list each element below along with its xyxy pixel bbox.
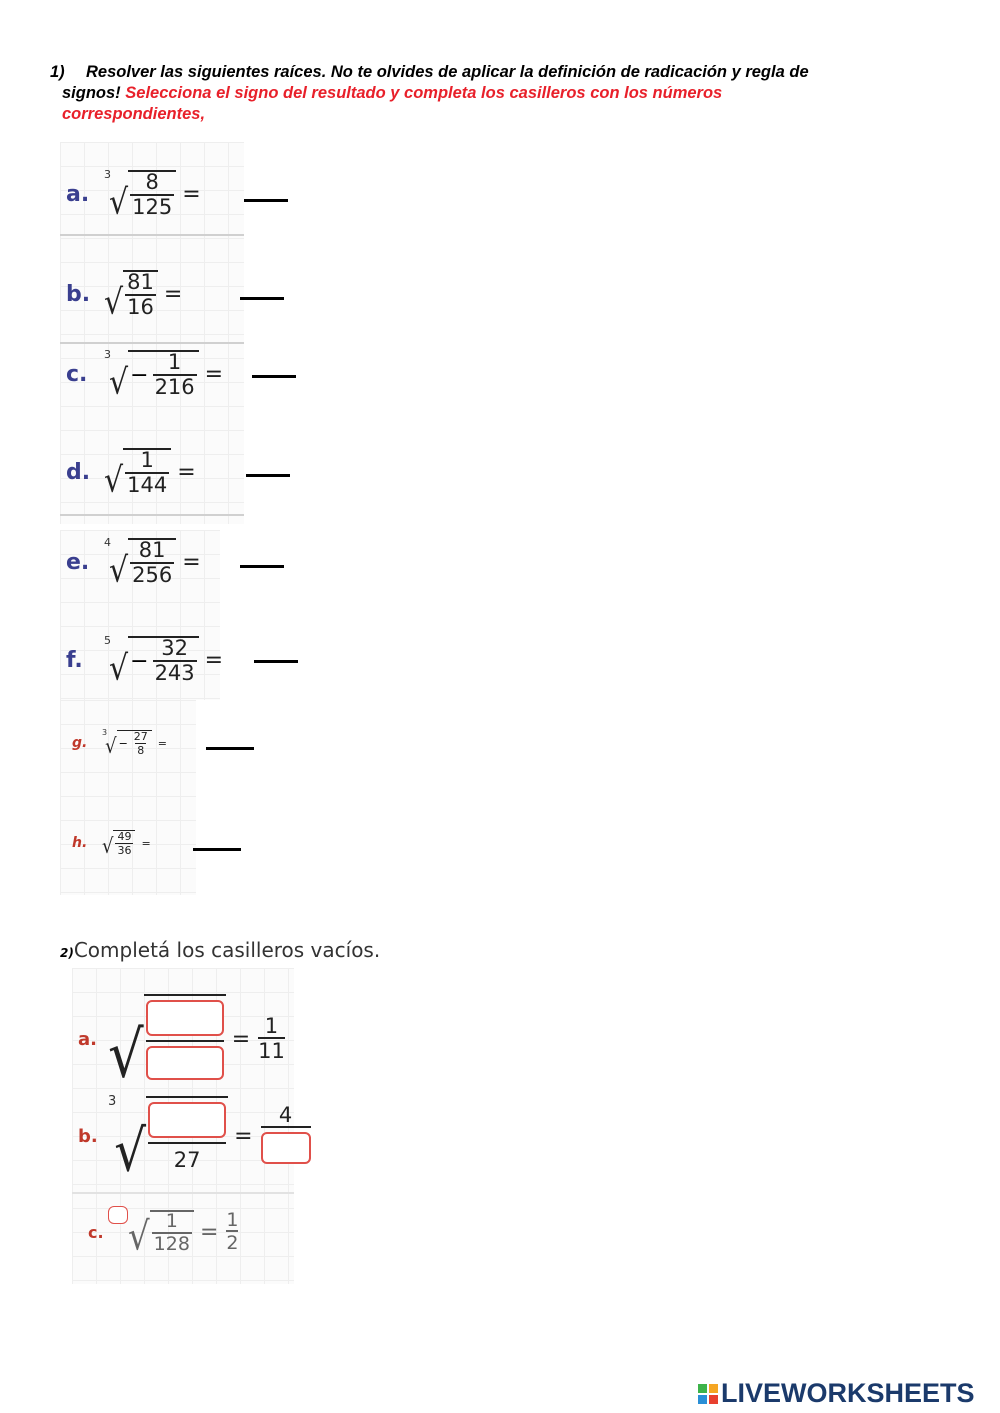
instruction-line-1 <box>50 62 930 83</box>
numerator: 1 <box>264 1014 279 1038</box>
denominator: 144 <box>127 473 168 497</box>
equals-sign: = <box>204 361 224 387</box>
numerator: 1 <box>226 1209 239 1231</box>
equals-sign: = <box>234 1123 253 1149</box>
fraction <box>153 352 197 398</box>
radical <box>108 1210 194 1260</box>
equals-sign: = <box>199 1219 219 1245</box>
root-symbol: √ <box>109 362 129 403</box>
exercise-label: b. <box>66 281 91 307</box>
minus-sign: − <box>130 362 149 388</box>
denominator: 125 <box>132 195 173 219</box>
denominator: 243 <box>154 661 195 685</box>
numerator: 1 <box>165 1210 178 1232</box>
denominator: 128 <box>153 1233 190 1255</box>
answer-blank-c[interactable] <box>252 375 296 378</box>
denominator: 27 <box>173 1148 201 1172</box>
root-symbol: √ <box>104 460 124 501</box>
root-index: 4 <box>104 536 111 549</box>
exercise-h <box>72 830 151 859</box>
equals-sign: = <box>204 647 224 673</box>
instruction-text-signos: signos! <box>62 84 121 102</box>
root-index: 5 <box>104 634 111 647</box>
equals-sign: = <box>177 459 196 485</box>
radical <box>104 270 158 323</box>
equals-sign: = <box>163 281 183 307</box>
radicand <box>128 170 176 218</box>
result-denominator-input-box[interactable] <box>261 1132 311 1164</box>
answer-blank-h[interactable] <box>193 848 241 851</box>
fraction <box>130 172 174 218</box>
radical <box>102 728 152 759</box>
root-index: 3 <box>104 348 111 361</box>
radical <box>104 348 199 403</box>
result-fraction <box>261 1102 311 1168</box>
radicand <box>146 1096 228 1176</box>
numerator-input-box[interactable] <box>148 1102 226 1138</box>
numerator: 1 <box>140 448 154 472</box>
numerator: 27 <box>133 730 148 743</box>
answer-blank-d[interactable] <box>246 474 290 477</box>
numerator: 81 <box>138 538 166 562</box>
radical <box>104 536 176 591</box>
numerator: 4 <box>278 1102 293 1127</box>
fraction <box>130 540 174 586</box>
exercise-d <box>66 448 196 501</box>
section-2-header <box>60 938 380 962</box>
fraction <box>125 450 169 496</box>
radical <box>104 168 176 223</box>
denominator: 36 <box>117 844 132 857</box>
radicand <box>150 1210 194 1254</box>
question-number-2: 2) <box>60 946 74 960</box>
root-symbol: √ <box>104 282 124 323</box>
exercise-a <box>66 168 201 223</box>
exercise-label: g. <box>72 735 88 751</box>
instructions <box>50 62 930 125</box>
root-symbol: √ <box>102 834 114 859</box>
radical <box>104 634 199 689</box>
exercise-c <box>66 348 224 403</box>
numerator: 49 <box>117 830 132 843</box>
root-index: 3 <box>102 728 108 737</box>
fraction <box>125 272 156 318</box>
root-symbol: √ <box>114 1117 147 1185</box>
exercise-label: b. <box>78 1125 98 1147</box>
radicand <box>113 830 135 856</box>
equals-sign: = <box>141 836 151 850</box>
answer-blank-f[interactable] <box>254 660 298 663</box>
radical <box>104 448 171 501</box>
fraction <box>132 731 150 756</box>
fill-exercise-c <box>88 1209 239 1260</box>
numerator: 32 <box>161 636 188 660</box>
denominator: 2 <box>226 1232 239 1254</box>
denominator <box>261 1126 311 1168</box>
root-index-input-box[interactable] <box>108 1206 128 1224</box>
numerator: 81 <box>127 270 154 294</box>
radicand <box>128 636 199 684</box>
root-symbol: √ <box>109 550 129 591</box>
fraction <box>152 1212 192 1254</box>
radicand <box>117 730 152 756</box>
fraction <box>146 1000 224 1080</box>
root-symbol: √ <box>109 648 129 689</box>
exercise-b <box>66 270 183 323</box>
equals-sign: = <box>182 181 201 207</box>
exercise-label: d. <box>66 459 91 485</box>
radical <box>108 994 226 1093</box>
fraction <box>148 1102 226 1172</box>
radical <box>102 830 135 859</box>
exercise-label: c. <box>88 1222 104 1242</box>
fill-exercise-b <box>78 1094 311 1185</box>
denominator: 11 <box>258 1039 285 1063</box>
minus-sign: − <box>118 737 128 750</box>
exercise-label: e. <box>66 549 90 575</box>
answer-blank-a[interactable] <box>244 199 288 202</box>
minus-sign: − <box>130 648 149 674</box>
instruction-red-text-2: correspondientes, <box>62 105 206 123</box>
denominator: 256 <box>132 563 173 587</box>
section-2-title: Completá los casilleros vacíos. <box>73 938 381 962</box>
numerator: 8 <box>145 170 159 194</box>
denominator: 8 <box>137 744 145 757</box>
radical <box>108 1094 228 1185</box>
radicand <box>128 350 199 398</box>
exercise-e <box>66 536 201 591</box>
exercise-label: f. <box>66 647 83 673</box>
liveworksheets-text: LIVEWORKSHEETS <box>721 1378 975 1408</box>
result-fraction <box>226 1211 238 1253</box>
fraction <box>115 831 133 856</box>
root-symbol: √ <box>109 182 129 223</box>
root-index: 3 <box>104 168 111 181</box>
answer-blank-e[interactable] <box>240 565 284 568</box>
exercise-label: h. <box>72 835 88 851</box>
exercise-label: a. <box>66 181 90 207</box>
liveworksheets-icon <box>698 1384 718 1404</box>
root-symbol: √ <box>128 1214 150 1260</box>
question-number: 1) <box>50 63 65 81</box>
answer-blank-g[interactable] <box>206 747 254 750</box>
denominator: 216 <box>154 375 195 399</box>
instruction-text: Resolver las siguientes raíces. No te olvides de aplicar la definición de radicación y regla de <box>86 63 809 81</box>
radicand <box>123 270 158 318</box>
denominator-input-box[interactable] <box>146 1046 224 1080</box>
equals-sign: = <box>157 736 168 750</box>
root-index: 3 <box>108 1094 117 1109</box>
instruction-line-2 <box>50 83 930 104</box>
root-symbol: √ <box>105 734 117 759</box>
numerator: 1 <box>167 350 182 374</box>
radicand <box>128 538 176 586</box>
exercise-f <box>66 634 224 689</box>
root-symbol: √ <box>108 1018 144 1093</box>
answer-blank-b[interactable] <box>240 297 284 300</box>
instruction-red-text: Selecciona el signo del resultado y completa los casilleros con los números <box>125 84 723 102</box>
radicand <box>123 448 171 496</box>
liveworksheets-logo <box>698 1378 975 1409</box>
equals-sign: = <box>182 549 201 575</box>
exercise-label: c. <box>66 361 88 387</box>
radicand <box>144 994 226 1084</box>
exercise-label: a. <box>78 1028 97 1050</box>
numerator-input-box[interactable] <box>146 1000 224 1036</box>
equals-sign: = <box>231 1026 251 1052</box>
result-fraction <box>258 1016 285 1062</box>
fill-exercise-a <box>78 994 285 1093</box>
fraction <box>153 638 197 684</box>
denominator: 16 <box>127 295 154 319</box>
exercise-g <box>72 728 168 759</box>
